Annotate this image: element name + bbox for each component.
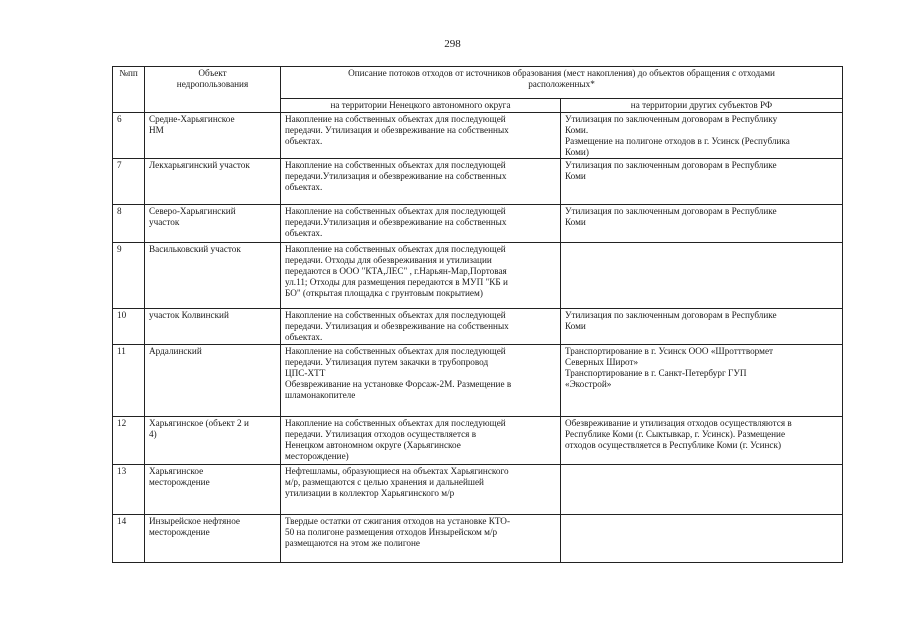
other-regions-cell: Утилизация по заключенным договорам в Республику Коми. Размещение на полигоне отходов в г. Усинск (Республика Коми) (561, 113, 843, 159)
nao-description-cell: Нефтешламы, образующиеся на объектах Харьягинского м/р, размещаются с целью хранения и дальнейшей утилизации в коллектор Харьягинского м/р (281, 465, 561, 515)
header-nao: на территории Ненецкого автономного округа (281, 99, 561, 113)
row-number-cell: 14 (113, 515, 145, 563)
page-number: 298 (444, 38, 461, 50)
nao-description-cell: Накопление на собственных объектах для последующей передачи.Утилизация и обезвреживание на собственных объектах. (281, 205, 561, 243)
header-object: Объект недропользования (145, 67, 281, 113)
object-cell: Инзырейское нефтяное месторождение (145, 515, 281, 563)
object-cell: Васильковский участок (145, 243, 281, 309)
other-regions-cell: Транспортирование в г. Усинск ООО «Шротттвормет Северных Широт» Транспортирование в г. Санкт-Петербург ГУП «Экострой» (561, 345, 843, 417)
table-row (113, 205, 843, 243)
table-row (113, 243, 843, 309)
object-cell: Северо-Харьягинский участок (145, 205, 281, 243)
row-number-cell: 8 (113, 205, 145, 243)
table-row (113, 113, 843, 159)
header-other-regions: на территории других субъектов РФ (561, 99, 843, 113)
nao-description-cell: Накопление на собственных объектах для последующей передачи. Утилизация отходов осуществляется в Ненецком автономном округе (Харьягинское месторождение) (281, 417, 561, 465)
table-row (113, 417, 843, 465)
nao-description-cell: Накопление на собственных объектах для последующей передачи. Утилизация и обезвреживание на собственных объектах. (281, 113, 561, 159)
row-number-cell: 9 (113, 243, 145, 309)
object-cell: Харьягинское (объект 2 и 4) (145, 417, 281, 465)
nao-description-cell: Накопление на собственных объектах для последующей передачи.Утилизация и обезвреживание на собственных объектах. (281, 159, 561, 205)
row-number-cell: 13 (113, 465, 145, 515)
other-regions-cell (561, 515, 843, 563)
object-cell: Ардалинский (145, 345, 281, 417)
other-regions-cell: Утилизация по заключенным договорам в Республике Коми (561, 205, 843, 243)
other-regions-cell: Утилизация по заключенным договорам в Республике Коми (561, 159, 843, 205)
table-row (113, 159, 843, 205)
table-row (113, 309, 843, 345)
table-row (113, 465, 843, 515)
object-cell: Лекхарьягинский участок (145, 159, 281, 205)
table-row (113, 515, 843, 563)
other-regions-cell (561, 243, 843, 309)
row-number-cell: 10 (113, 309, 145, 345)
nao-description-cell: Накопление на собственных объектах для последующей передачи. Утилизация и обезвреживание на собственных объектах. (281, 309, 561, 345)
header-description: Описание потоков отходов от источников образования (мест накопления) до объектов обращения с отходами расположенных* (281, 67, 843, 99)
other-regions-cell (561, 465, 843, 515)
header-num: №пп (113, 67, 145, 113)
nao-description-cell: Накопление на собственных объектах для последующей передачи. Отходы для обезвреживания и утилизации передаются в ООО "КТА,ЛЕС" , г.Нарьян-Мар,Портовая ул.11; Отходы для размещения передаются в МУП "КБ и БО" (открытая площадка с грунтовым покрытием) (281, 243, 561, 309)
row-number-cell: 12 (113, 417, 145, 465)
header-row (113, 67, 843, 99)
table-row (113, 345, 843, 417)
waste-flow-table (112, 66, 843, 563)
other-regions-cell: Обезвреживание и утилизация отходов осуществляются в Республике Коми (г. Сыктывкар, г. Усинск). Размещение отходов осуществляется в Республике Коми (г. Усинск) (561, 417, 843, 465)
nao-description-cell: Накопление на собственных объектах для последующей передачи. Утилизация путем закачки в трубопровод ЦПС-ХТТ Обезвреживание на установке Форсаж-2М. Размещение в шламонакопителе (281, 345, 561, 417)
object-cell: Харьягинское месторождение (145, 465, 281, 515)
other-regions-cell: Утилизация по заключенным договорам в Республике Коми (561, 309, 843, 345)
table-body (113, 113, 843, 563)
row-number-cell: 6 (113, 113, 145, 159)
object-cell: Средне-Харьягинское НМ (145, 113, 281, 159)
nao-description-cell: Твердые остатки от сжигания отходов на установке КТО- 50 на полигоне размещения отходов Инзырейском м/р размещаются на этом же полигоне (281, 515, 561, 563)
object-cell: участок Колвинский (145, 309, 281, 345)
row-number-cell: 7 (113, 159, 145, 205)
row-number-cell: 11 (113, 345, 145, 417)
